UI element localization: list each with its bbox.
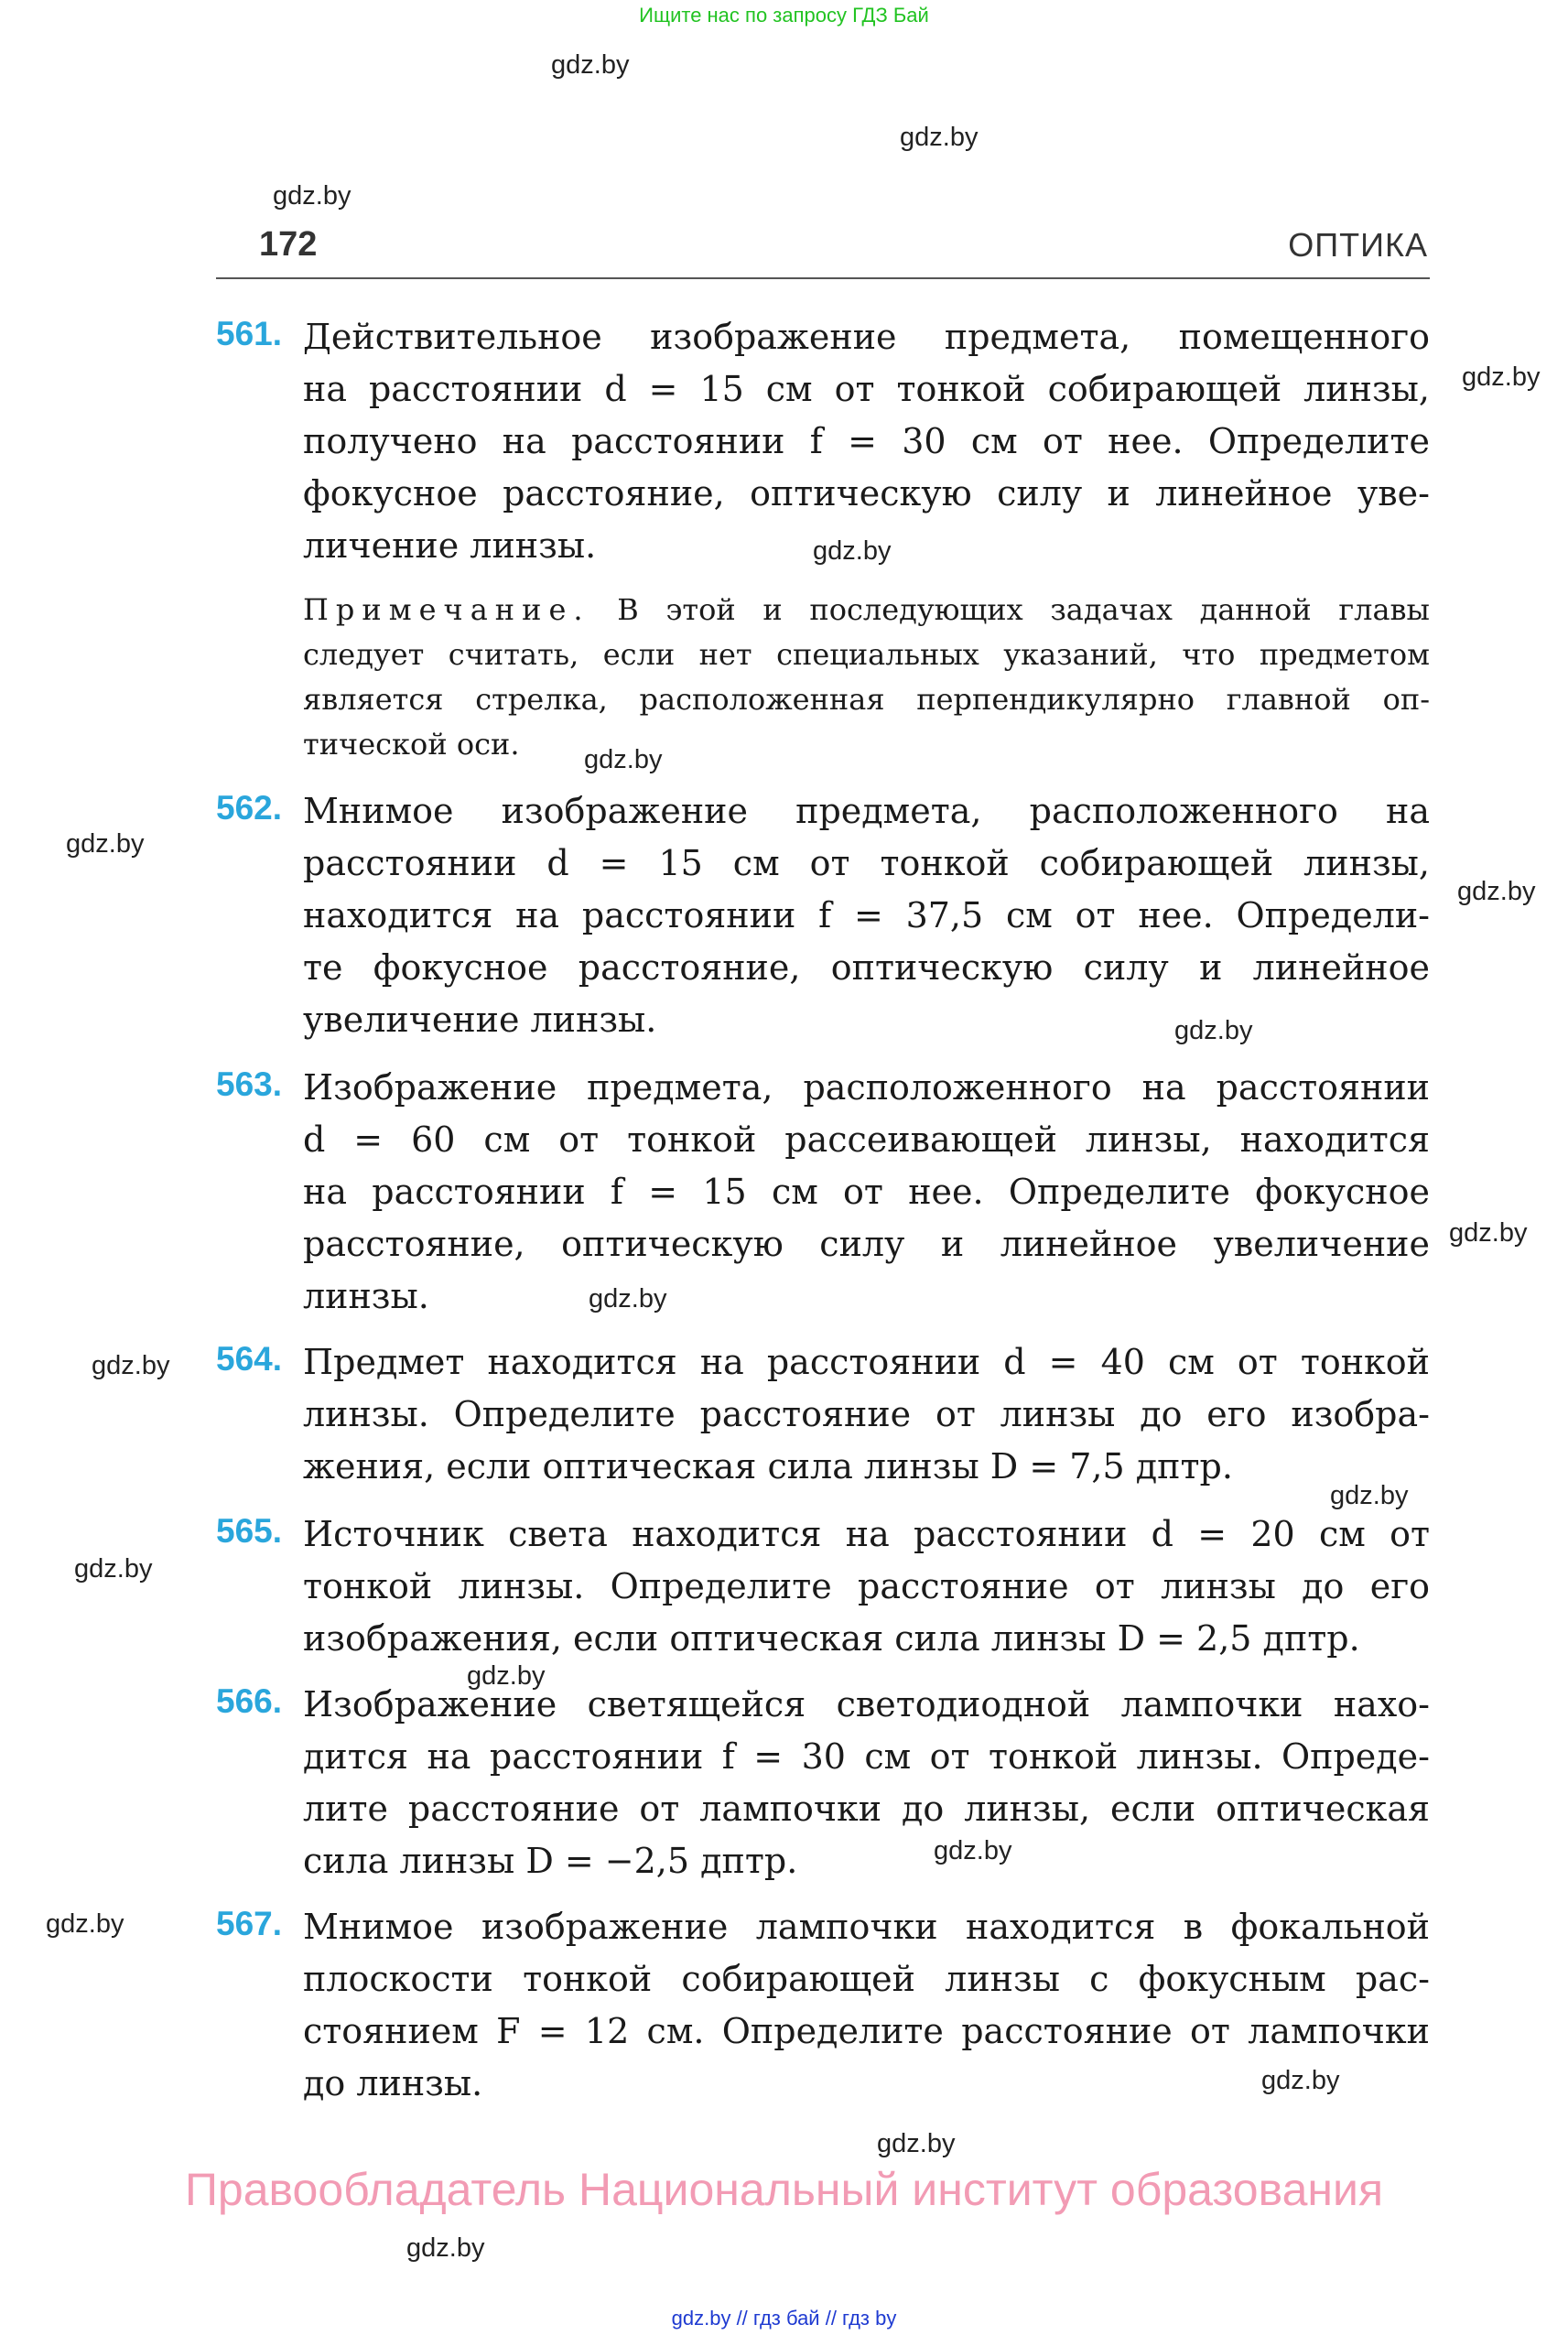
problem-text-line: до линзы. bbox=[303, 2063, 483, 2103]
problem-text-line: линзы. Определите расстояние от линзы до его изобра- bbox=[303, 1394, 1430, 1434]
copyright-notice: Правообладатель Национальный институт образования bbox=[184, 2164, 1384, 2215]
problem-text-line: Действительное изображение предмета, помещенного bbox=[303, 317, 1430, 357]
watermark: gdz.by bbox=[92, 1351, 170, 1380]
note-text-line: является стрелка, расположенная перпендикулярно главной оп- bbox=[303, 682, 1430, 717]
problem-text-line: расстояние, оптическую силу и линейное увеличение bbox=[303, 1224, 1430, 1264]
note-text-line: тической оси. bbox=[303, 727, 520, 762]
watermark: gdz.by bbox=[551, 50, 630, 80]
watermark: gdz.by bbox=[1462, 362, 1541, 392]
footer-links: gdz.by // гдз бай // гдз by bbox=[671, 2307, 897, 2330]
problem-number: 563. bbox=[216, 1065, 283, 1103]
watermark: gdz.by bbox=[406, 2233, 485, 2263]
watermark: gdz.by bbox=[74, 1554, 153, 1584]
watermark: gdz.by bbox=[584, 745, 663, 774]
problem-number: 565. bbox=[216, 1512, 283, 1550]
problem-text-line: Источник света находится на расстоянии d = 20 см от bbox=[303, 1514, 1430, 1554]
problem-text-line: Изображение светящейся светодиодной лампочки нахо- bbox=[303, 1684, 1430, 1724]
section-title: ОПТИКА bbox=[1288, 226, 1428, 264]
problem-text-line: лите расстояние от лампочки до линзы, если оптическая bbox=[303, 1789, 1430, 1829]
problem-text-line: d = 60 см от тонкой рассеивающей линзы, находится bbox=[303, 1119, 1430, 1160]
watermark: gdz.by bbox=[877, 2129, 956, 2158]
problem-text-line: сила линзы D = −2,5 дптр. bbox=[303, 1841, 798, 1881]
watermark: gdz.by bbox=[934, 1836, 1012, 1865]
problem-number: 561. bbox=[216, 315, 283, 352]
problem-text-line: стоянием F = 12 см. Определите расстояние от лампочки bbox=[303, 2011, 1430, 2051]
note-label: Примечание. bbox=[303, 592, 590, 627]
problem-text-line: получено на расстоянии f = 30 см от нее. Определите bbox=[303, 421, 1430, 461]
watermark: gdz.by bbox=[813, 536, 892, 566]
watermark: gdz.by bbox=[900, 123, 979, 152]
note bbox=[303, 588, 1430, 767]
problem-number: 567. bbox=[216, 1905, 283, 1942]
watermark: gdz.by bbox=[1330, 1481, 1409, 1510]
problem-565 bbox=[216, 1508, 1430, 1665]
problem-text-line: плоскости тонкой собирающей линзы с фокусным рас- bbox=[303, 1959, 1430, 1999]
problem-text-line: жения, если оптическая сила линзы D = 7,5 дптр. bbox=[303, 1446, 1233, 1487]
problem-text-line: дится на расстоянии f = 30 см от тонкой линзы. Опреде- bbox=[303, 1736, 1430, 1777]
problem-text-line: тонкой линзы. Определите расстояние от линзы до его bbox=[303, 1566, 1430, 1606]
problem-566 bbox=[216, 1679, 1430, 1887]
problem-text-line: на расстоянии f = 15 см от нее. Определите фокусное bbox=[303, 1172, 1430, 1212]
problem-number: 566. bbox=[216, 1682, 283, 1720]
problem-text-line: увеличение линзы. bbox=[303, 1000, 657, 1040]
page-number: 172 bbox=[259, 225, 318, 264]
problem-text-line: Мнимое изображение лампочки находится в фокальной bbox=[303, 1907, 1430, 1947]
problem-563 bbox=[216, 1062, 1430, 1323]
note-text-line: следует считать, если нет специальных указаний, что предметом bbox=[303, 637, 1430, 672]
problem-number: 562. bbox=[216, 789, 283, 827]
problem-number: 564. bbox=[216, 1340, 283, 1378]
watermark: gdz.by bbox=[589, 1284, 667, 1314]
problem-text-line: расстоянии d = 15 см от тонкой собирающей линзы, bbox=[303, 843, 1430, 883]
problem-text-line: Предмет находится на расстоянии d = 40 см от тонкой bbox=[303, 1342, 1430, 1382]
watermark: gdz.by bbox=[46, 1909, 124, 1939]
watermark: gdz.by bbox=[1261, 2066, 1340, 2095]
problem-567 bbox=[216, 1901, 1430, 2110]
problem-561 bbox=[216, 311, 1430, 572]
watermark: gdz.by bbox=[273, 181, 351, 211]
header-rule bbox=[216, 277, 1430, 279]
top-notice: Ищите нас по запросу ГДЗ Бай bbox=[639, 4, 929, 27]
problem-562 bbox=[216, 785, 1430, 1046]
problem-564 bbox=[216, 1336, 1430, 1493]
watermark: gdz.by bbox=[467, 1661, 546, 1691]
problem-text-line: те фокусное расстояние, оптическую силу и линейное bbox=[303, 947, 1430, 988]
problem-text-line: на расстоянии d = 15 см от тонкой собирающей линзы, bbox=[303, 369, 1430, 409]
watermark: gdz.by bbox=[66, 829, 145, 859]
watermark: gdz.by bbox=[1174, 1016, 1253, 1045]
problem-text-line: фокусное расстояние, оптическую силу и линейное уве- bbox=[303, 473, 1430, 514]
problem-text-line: Мнимое изображение предмета, расположенного на bbox=[303, 791, 1430, 831]
problem-text-line: изображения, если оптическая сила линзы D = 2,5 дптр. bbox=[303, 1618, 1360, 1659]
problem-text-line: находится на расстоянии f = 37,5 см от нее. Определи- bbox=[303, 895, 1430, 935]
watermark: gdz.by bbox=[1457, 877, 1536, 906]
problem-text-line: личение линзы. bbox=[303, 525, 597, 566]
watermark: gdz.by bbox=[1449, 1218, 1528, 1248]
note-text-line: В этой и последующих задачах данной главы bbox=[617, 592, 1430, 627]
problem-text-line: Изображение предмета, расположенного на расстоянии bbox=[303, 1067, 1430, 1108]
problem-text-line: линзы. bbox=[303, 1276, 429, 1316]
